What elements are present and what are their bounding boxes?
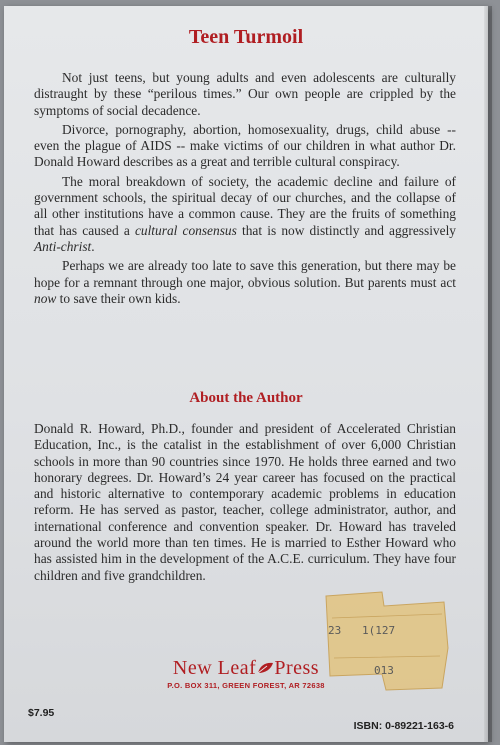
sticker-code-1: 23	[328, 624, 342, 637]
author-bio-text: Donald R. Howard, Ph.D., founder and president of Accelerated Christian Education, Inc., is the catalist in the establishment of over 6,000 Christian schools in more than 90 countries since 1970. He holds three earned and two honorary degrees. Dr. Howard’s 24 year career has focused on the practical and historic alternative to contemporary academic problems in education reform. He has served as pastor, teacher, college administrator, author, and international conference and convention speaker. Dr. Howard has traveled around the world more than ten times. He is married to Esther Howard who has assisted him in the development of the A.C.E. curriculum. They have four children and five grandchildren.	[34, 421, 456, 583]
blurb-paragraph-2: Divorce, pornography, abortion, homosexuality, drugs, child abuse -- even the plague of AIDS -- make victims of our children in what author Dr. Donald Howard describes as a great and terrible cultural conspiracy.	[34, 121, 456, 170]
book-title: Teen Turmoil	[188, 26, 304, 48]
blurb-paragraph-1: Not just teens, but young adults and even adolescents are culturally distraught by these “perilous times.” Our own people are crippled by the symptoms of social decadence.	[34, 70, 456, 118]
back-cover	[4, 6, 488, 742]
publisher-name-part2: Press	[274, 657, 320, 679]
blurb-paragraph-3: The moral breakdown of society, the academic decline and failure of government schools, the spiritual decay of our churches, and the collapse of all other institutions have a common cause. They are the fruits of something that has caused a cultural consensus that is now distinctly and aggressively Anti-christ.	[34, 173, 456, 254]
leaf-icon	[256, 661, 274, 675]
publisher-address: P.O. BOX 311, GREEN FOREST, AR 72638	[167, 681, 325, 690]
blurb-paragraph-4: Perhaps we are already too late to save this generation, but there may be hope for a remnant through one major, obvious solution. But parents must act now to save their own kids.	[34, 258, 456, 306]
price-label: $7.95	[28, 707, 55, 719]
emphasis-now: now	[34, 290, 57, 306]
isbn-label: ISBN: 0-89221-163-6	[353, 720, 454, 732]
sticker-code-2: 1(127	[362, 624, 396, 637]
cover-edge-shadow	[484, 6, 492, 742]
emphasis-cultural-consensus: cultural consensus	[134, 222, 237, 238]
emphasis-anti-christ: Anti-christ	[34, 238, 92, 254]
publisher-name-part1: New Leaf	[172, 657, 257, 679]
about-author-heading: About the Author	[189, 390, 303, 406]
blurb-text	[34, 70, 456, 310]
publisher-logo	[4, 657, 488, 690]
author-bio	[34, 421, 456, 584]
sticker-code-3: 013	[374, 664, 394, 677]
